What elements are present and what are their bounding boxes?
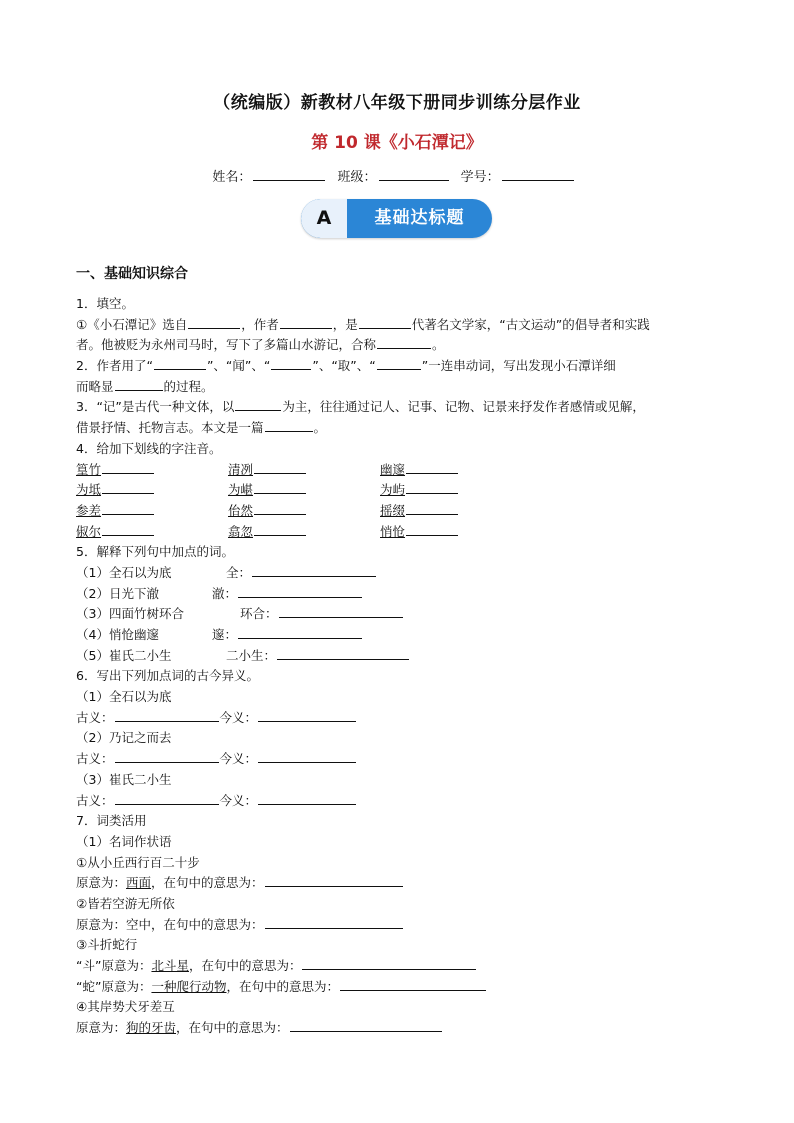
q1-line2 (76, 335, 726, 356)
q4-row (76, 501, 726, 522)
q5-word: 环合： (240, 606, 278, 622)
q5-item (76, 646, 726, 667)
q3-text-a: 3．“记”是古代一种文体，以 (76, 399, 235, 415)
q5-word: 二小生： (226, 647, 277, 663)
q7-text: ，在句中的意思为： (188, 958, 302, 973)
answer-blank[interactable] (280, 315, 332, 329)
answer-blank[interactable] (254, 501, 306, 515)
q1-text-e: 者。他被贬为永州司马时，写下了多篇山水游记，合称 (76, 337, 377, 353)
answer-blank[interactable] (254, 460, 306, 474)
pinyin-word: 为嵁 (228, 482, 254, 498)
name-label: 姓名： (212, 170, 252, 185)
q3-text-b: 为主，往往通过记人、记事、记物、记景来抒发作者感情或见解， (282, 399, 645, 415)
answer-blank[interactable] (258, 749, 356, 763)
q2-text-d: ”一连串动词，写出发现小石潭详细 (421, 358, 616, 374)
answer-blank[interactable] (258, 708, 356, 722)
old-meaning-label: 古义： (76, 751, 114, 767)
new-meaning-label: 今义： (219, 792, 258, 808)
student-info (0, 166, 794, 185)
pinyin-word: 为屿 (380, 482, 406, 498)
q5-head: 5．解释下列句中加点的词。 (76, 544, 234, 560)
new-meaning-label: 今义： (219, 709, 258, 725)
q7-text: 原意为：空中，在句中的意思为： (76, 916, 264, 932)
level-badge (301, 199, 492, 238)
q7-head: 7．词类活用 (76, 813, 147, 829)
answer-blank[interactable] (377, 356, 421, 370)
answer-blank[interactable] (102, 460, 154, 474)
answer-blank[interactable] (238, 625, 362, 639)
q5-item (76, 563, 726, 584)
q7-example: ④其岸势犬牙差互 (76, 999, 175, 1015)
q3-line2 (76, 418, 726, 439)
q1-text-b: ，作者 (241, 316, 279, 332)
q6-head: 6．写出下列加点词的古今异义。 (76, 668, 259, 684)
q7-example: ③斗折蛇行 (76, 937, 138, 953)
q2-text-c: ”、“取”、“ (312, 358, 376, 374)
answer-blank[interactable] (271, 356, 311, 370)
q1-text-a: ①《小石潭记》选自 (76, 316, 188, 332)
q5-item (76, 604, 726, 625)
q6-answer-row (76, 749, 726, 770)
old-meaning-label: 古义： (76, 792, 114, 808)
answer-blank[interactable] (115, 791, 219, 805)
questions (76, 294, 726, 1039)
q3-text-d: 。 (313, 420, 327, 436)
name-blank[interactable] (253, 168, 325, 181)
q5-word: 全： (226, 564, 252, 580)
number-blank[interactable] (502, 168, 574, 181)
number-label: 学号： (460, 170, 500, 185)
q5-sentence: （5）崔氏二小生 (76, 647, 172, 663)
answer-blank[interactable] (265, 873, 403, 887)
q6-sentence: （2）乃记之而去 (76, 730, 172, 746)
q1-text-c: ，是 (332, 316, 358, 332)
q6-sentence: （1）全石以为底 (76, 689, 172, 705)
pinyin-word: 翕忽 (228, 523, 254, 539)
answer-blank[interactable] (102, 480, 154, 494)
q4-row (76, 460, 726, 481)
q4-row (76, 522, 726, 543)
answer-blank[interactable] (277, 646, 409, 660)
q7-text: 原意为： (76, 1020, 127, 1036)
q2-line1 (76, 356, 726, 377)
q7-answer-row (76, 873, 726, 894)
q4-head: 4．给加下划线的字注音。 (76, 440, 222, 456)
q2-text-f: 的过程。 (163, 378, 214, 394)
q1-head: 1．填空。 (76, 296, 134, 311)
q7-text: ，在句中的意思为： (226, 978, 339, 994)
pinyin-word: 为坻 (76, 482, 102, 498)
answer-blank[interactable] (265, 418, 313, 432)
q1-text-d: 代著名文学家，“古文运动”的倡导者和实践 (411, 316, 650, 332)
q7-text: 原意为： (76, 875, 127, 891)
q1-line1 (76, 315, 726, 336)
answer-blank[interactable] (359, 315, 411, 329)
answer-blank[interactable] (340, 977, 486, 991)
answer-blank[interactable] (302, 956, 476, 970)
q7-sub: （1）名词作状语 (76, 833, 172, 849)
answer-blank[interactable] (265, 915, 403, 929)
answer-blank[interactable] (102, 522, 154, 536)
pinyin-word: 篁竹 (76, 461, 102, 477)
answer-blank[interactable] (154, 356, 206, 370)
answer-blank[interactable] (377, 335, 431, 349)
q7-text: ，在句中的意思为： (151, 875, 264, 891)
q6-answer-row (76, 791, 726, 812)
answer-blank[interactable] (188, 315, 240, 329)
q7-text: “斗”原意为： (76, 958, 152, 973)
answer-blank[interactable] (115, 708, 219, 722)
q5-word: 澈： (212, 585, 238, 601)
q7-original-meaning: 一种爬行动物 (151, 978, 227, 994)
answer-blank[interactable] (254, 522, 306, 536)
q7-answer-row (76, 1018, 726, 1039)
answer-blank[interactable] (406, 460, 458, 474)
q6-sentence: （3）崔氏二小生 (76, 771, 172, 787)
answer-blank[interactable] (258, 791, 356, 805)
answer-blank[interactable] (235, 397, 281, 411)
pinyin-word: 俶尔 (76, 523, 102, 539)
class-blank[interactable] (379, 168, 449, 181)
q1-text-f: 。 (432, 337, 445, 353)
q4-row (76, 480, 726, 501)
q6-answer-row (76, 708, 726, 729)
q7-answer-row (76, 915, 726, 936)
answer-blank[interactable] (115, 749, 219, 763)
answer-blank[interactable] (102, 501, 154, 515)
q3-line1 (76, 397, 726, 418)
answer-blank[interactable] (252, 563, 376, 577)
class-label: 班级： (337, 170, 377, 185)
answer-blank[interactable] (290, 1018, 442, 1032)
q2-line2 (76, 377, 726, 398)
q7-original-meaning: 狗的牙齿 (126, 1020, 177, 1036)
pinyin-word: 幽邃 (380, 461, 406, 477)
new-meaning-label: 今义： (219, 751, 258, 767)
pinyin-word: 佁然 (228, 502, 254, 518)
q7-example: ①从小丘西行百二十步 (76, 854, 200, 870)
q5-sentence: （2）日光下澈 (76, 585, 159, 601)
pinyin-word: 清冽 (228, 461, 254, 477)
q5-item (76, 625, 726, 646)
answer-blank[interactable] (238, 584, 362, 598)
q5-word: 邃： (212, 627, 238, 642)
q7-text: ，在句中的意思为： (176, 1020, 289, 1036)
answer-blank[interactable] (406, 501, 458, 515)
q2-text-a: 2．作者用了“ (76, 358, 153, 374)
q7-example: ②皆若空游无所依 (76, 895, 175, 911)
q2-text-e: 而略显 (76, 378, 114, 394)
old-meaning-label: 古义： (76, 709, 114, 725)
q7-answer-row (76, 977, 726, 998)
answer-blank[interactable] (115, 377, 163, 391)
q5-sentence: （3）四面竹树环合 (76, 606, 184, 622)
pinyin-word: 悄怆 (380, 523, 406, 539)
answer-blank[interactable] (254, 480, 306, 494)
badge-letter: A (301, 199, 347, 238)
q7-original-meaning: 北斗星 (151, 958, 189, 973)
q3-text-c: 借景抒情、托物言志。本文是一篇 (76, 420, 264, 436)
q5-sentence: （4）悄怆幽邃 (76, 627, 159, 642)
section-title: 一、基础知识综合 (76, 266, 188, 282)
q7-original-meaning: 西面 (126, 875, 152, 891)
badge-text: 基础达标题 (374, 208, 465, 228)
answer-blank[interactable] (279, 604, 403, 618)
lesson-title: 第 10 课《小石潭记》 (311, 133, 483, 153)
answer-blank[interactable] (406, 480, 458, 494)
q7-answer-row (76, 956, 726, 977)
pinyin-word: 摇缀 (380, 502, 406, 518)
q5-sentence: （1）全石以为底 (76, 564, 172, 580)
pinyin-word: 参差 (76, 502, 102, 518)
q5-item (76, 584, 726, 605)
page-title: （统编版）新教材八年级下册同步训练分层作业 (213, 93, 581, 113)
answer-blank[interactable] (406, 522, 458, 536)
q7-text: “蛇”原意为： (76, 978, 152, 994)
q2-text-b: ”、“闻”、“ (206, 358, 271, 374)
